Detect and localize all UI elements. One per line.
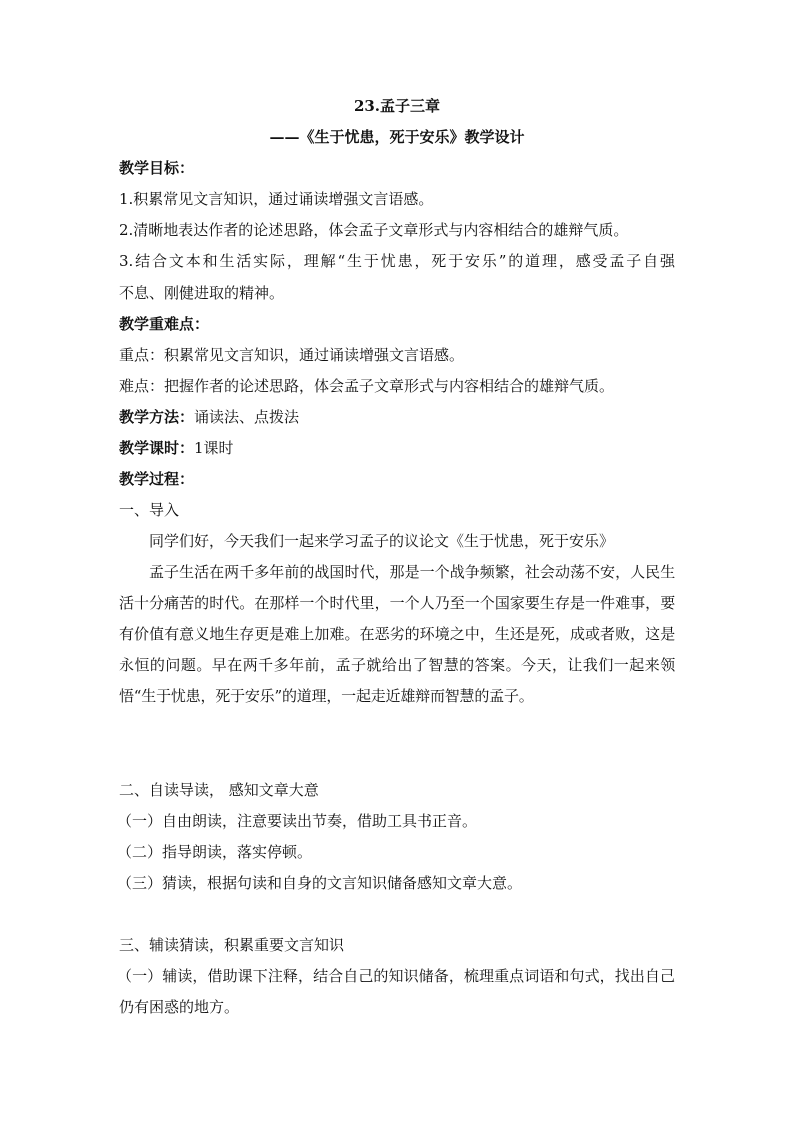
method-value: 诵读法、点拨法	[194, 408, 300, 426]
section3-item-1: （一）辅读，借助课下注释，结合自己的知识储备，梳理重点词语和句式，找出自己仍有困惑的地方。	[117, 967, 675, 1016]
method-label: 教学方法：	[119, 408, 195, 426]
goal-item-3: 3.结合文本和生活实际，理解“生于忧患，死于安乐”的道理，感受孟子自强	[119, 252, 675, 270]
goal-item-1: 1.积累常见文言知识，通过诵读增强文言语感。	[119, 190, 434, 208]
section2-item-2: （二）指导朗读，落实停顿。	[117, 843, 313, 861]
goals-heading: 教学目标：	[119, 159, 195, 177]
hours-line	[119, 438, 234, 458]
intro-heading: 一、导入	[119, 501, 180, 519]
key-points-heading: 教学重难点：	[119, 315, 210, 333]
document-subtitle: ——《生于忧患，死于安乐》教学设计	[269, 128, 525, 146]
method-line	[119, 407, 299, 427]
hours-value: 1课时	[194, 439, 234, 457]
intro-paragraph-2: 孟子生活在两千多年前的战国时代，那是一个战争频繁，社会动荡不安，人民生活十分痛苦的时代。在那样一个时代里，一个人乃至一个国家要生存是一件难事，要有价值有意义地生存更是难上加难。在恶劣的环境之中，生还是死，成或者败，这是永恒的问题。早在两千多年前，孟子就给出了智慧的答案。今天，让我们一起来领悟“生于忧患，死于安乐”的道理，一起走近雄辩而智慧的孟子。	[119, 563, 675, 705]
process-heading: 教学过程：	[119, 470, 195, 488]
section3-heading: 三、辅读猜读，积累重要文言知识	[119, 936, 345, 954]
goal-item-2: 2.清晰地表达作者的论述思路，体会孟子文章形式与内容相结合的雄辩气质。	[119, 221, 629, 239]
section2-item-1: （一）自由朗读，注意要读出节奏，借助工具书正音。	[117, 812, 478, 830]
difficult-point: 难点：把握作者的论述思路，体会孟子文章形式与内容相结合的雄辩气质。	[119, 377, 615, 395]
section2-heading: 二、自读导读， 感知文章大意	[119, 781, 319, 799]
key-point: 重点：积累常见文言知识，通过诵读增强文言语感。	[119, 346, 465, 364]
intro-paragraph-1: 同学们好，今天我们一起来学习孟子的议论文《生于忧患，死于安乐》	[149, 532, 615, 550]
goal-item-3-cont: 不息、刚健进取的精神。	[119, 284, 285, 302]
hours-label: 教学课时：	[119, 439, 195, 457]
section2-item-3: （三）猜读，根据句读和自身的文言知识储备感知文章大意。	[117, 874, 523, 892]
document-title: 23.孟子三章	[353, 97, 441, 115]
